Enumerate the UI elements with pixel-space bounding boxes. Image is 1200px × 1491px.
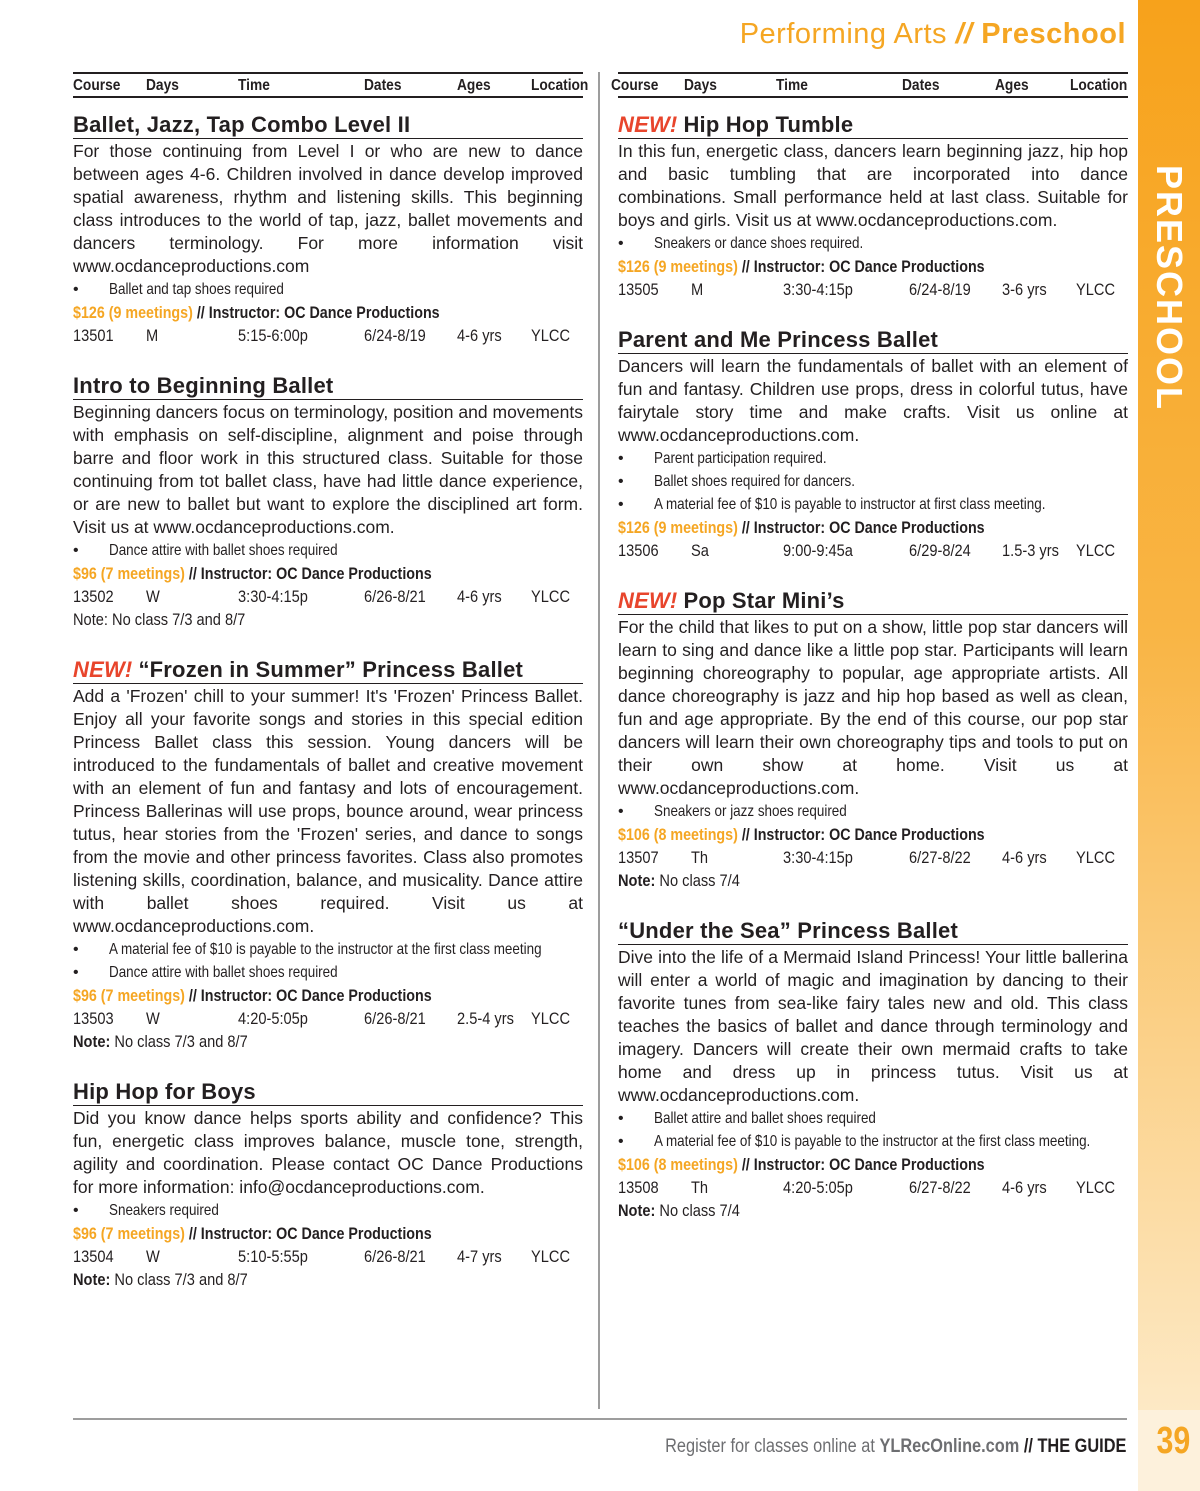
- requirement-item: [73, 278, 583, 301]
- col-ages: Ages: [995, 77, 1029, 94]
- price-line: [73, 301, 583, 324]
- schedule-row: [618, 846, 1128, 869]
- cell-dates: 6/24-8/19: [909, 280, 971, 299]
- course-note: [73, 1030, 583, 1053]
- instructor: // Instructor: OC Dance Productions: [737, 257, 985, 276]
- bullet-icon: •: [618, 1110, 624, 1127]
- cell-dates: 6/26-8/21: [364, 1247, 426, 1266]
- course-title-text: Parent and Me Princess Ballet: [618, 327, 939, 352]
- note-inner: [618, 869, 740, 892]
- course-description: Dancers will learn the fundamentals of ballet with an element of fun and fantasy. Children use props, dress in colorful tutus, have fairytale story time and make crafts. Visit us online at www.ocdanceproductions.com.: [618, 356, 1128, 445]
- note-inner: [73, 1268, 248, 1291]
- instructor: // Instructor: OC Dance Productions: [184, 986, 432, 1005]
- cell-ages: 4-6 yrs: [457, 587, 502, 606]
- note-label: Note:: [618, 871, 656, 890]
- course-title: [73, 373, 583, 400]
- requirement-text: Sneakers or jazz shoes required: [654, 803, 847, 820]
- cell-dates: 6/24-8/19: [364, 326, 426, 345]
- price-line: [618, 255, 1128, 278]
- course-title-text: “Frozen in Summer” Princess Ballet: [138, 657, 524, 682]
- price-line: [73, 1222, 583, 1245]
- course-title: [618, 112, 1128, 139]
- note-inner: [73, 608, 245, 631]
- instructor: // Instructor: OC Dance Productions: [184, 564, 432, 583]
- cell-ages: 4-6 yrs: [1002, 1178, 1047, 1197]
- col-time: Time: [776, 77, 808, 94]
- cell-days: M: [146, 326, 159, 345]
- instructor: // Instructor: OC Dance Productions: [192, 303, 440, 322]
- course-block: [73, 657, 583, 1053]
- course-block: [618, 327, 1128, 562]
- right-column: [611, 72, 1128, 1222]
- new-badge: NEW!: [73, 657, 133, 682]
- course-title-text: Ballet, Jazz, Tap Combo Level II: [73, 112, 411, 137]
- cell-dates: 6/27-8/22: [909, 848, 971, 867]
- price-instructor: [618, 516, 985, 539]
- instructor: // Instructor: OC Dance Productions: [737, 518, 985, 537]
- cell-location: YLCC: [531, 587, 571, 606]
- bullet-icon: •: [618, 496, 624, 513]
- price-line: [618, 1153, 1128, 1176]
- price-instructor: [73, 1222, 432, 1245]
- requirement-item: [73, 938, 583, 961]
- note-text: Note: No class 7/3 and 8/7: [73, 610, 246, 629]
- price: $96 (7 meetings): [73, 986, 185, 1005]
- price-line: [618, 516, 1128, 539]
- requirements-list: [618, 1107, 1128, 1153]
- new-badge: NEW!: [618, 112, 678, 137]
- course-block: [73, 1079, 583, 1291]
- requirement-item: [618, 800, 1128, 823]
- price-instructor: [618, 823, 985, 846]
- column-header: [73, 72, 589, 98]
- schedule-row: [618, 1176, 1128, 1199]
- cell-time: 3:30-4:15p: [783, 848, 853, 867]
- note-text: No class 7/3 and 8/7: [110, 1032, 248, 1051]
- note-text: No class 7/4: [655, 871, 740, 890]
- cell-location: YLCC: [1076, 848, 1116, 867]
- instructor: // Instructor: OC Dance Productions: [184, 1224, 432, 1243]
- course-description: For the child that likes to put on a show, little pop star dancers will learn to sing and dance like a little pop star. Participants will learn beginning choreography to popular, age appropriate artists. All dance choreography is jazz and hip hop based as well as clean, fun and age appropriate. By the end of this course, our pop star dancers will learn their own choreography tips and tools to put on their own show at home. Visit us at www.ocdanceproductions.com.: [618, 617, 1128, 798]
- course-title-text: Intro to Beginning Ballet: [73, 373, 334, 398]
- course-description: In this fun, energetic class, dancers learn beginning jazz, hip hop and basic tumbling that are incorporated into dance combinations. Small performance held at last class. Suitable for boys and girls. Visit us at www.ocdanceproductions.com.: [618, 141, 1128, 230]
- requirement-item: [618, 1130, 1128, 1153]
- col-time: Time: [238, 77, 270, 94]
- requirement-text: Ballet attire and ballet shoes required: [654, 1110, 876, 1127]
- footer-site-link[interactable]: YLRecOnline.com: [879, 1436, 1019, 1457]
- cell-course: 13501: [73, 326, 114, 345]
- course-block: [618, 588, 1128, 892]
- price: $126 (9 meetings): [618, 518, 738, 537]
- course-title: [73, 657, 583, 684]
- bullet-icon: •: [73, 964, 79, 981]
- price: $106 (8 meetings): [618, 825, 738, 844]
- col-ages: Ages: [457, 77, 491, 94]
- requirement-text: Sneakers or dance shoes required.: [654, 235, 864, 252]
- course-note: [73, 608, 583, 631]
- cell-dates: 6/27-8/22: [909, 1178, 971, 1197]
- schedule-row: [73, 324, 583, 347]
- schedule-row: [618, 539, 1128, 562]
- cell-time: 5:15-6:00p: [238, 326, 308, 345]
- price-line: [618, 823, 1128, 846]
- course-note: [73, 1268, 583, 1291]
- cell-dates: 6/26-8/21: [364, 1009, 426, 1028]
- note-inner: [618, 1199, 740, 1222]
- cell-ages: 3-6 yrs: [1002, 280, 1047, 299]
- course-description: Dive into the life of a Mermaid Island Princess! Your little ballerina will enter a world of magic and imagination by dancing to their favorite tunes from sea-like fairy tales new and old. This class teaches the basics of ballet and dance through terminology and imagery. Dancers will create their own mermaid crafts to take home and dress up in princess tutus. Visit us at www.ocdanceproductions.com.: [618, 947, 1128, 1105]
- price-instructor: [73, 984, 432, 1007]
- col-days: Days: [684, 77, 717, 94]
- left-column: [73, 72, 589, 1291]
- course-title-text: Hip Hop for Boys: [73, 1079, 256, 1104]
- cell-ages: 4-6 yrs: [457, 326, 502, 345]
- price-instructor: [73, 301, 440, 324]
- header-separator: //: [955, 18, 973, 50]
- side-tab: [1138, 0, 1200, 1410]
- course-title-text: Pop Star Mini’s: [683, 588, 845, 613]
- cell-location: YLCC: [531, 1247, 571, 1266]
- col-dates: Dates: [364, 77, 402, 94]
- price: $126 (9 meetings): [618, 257, 738, 276]
- new-badge: NEW!: [618, 588, 678, 613]
- requirements-list: [618, 447, 1128, 516]
- cell-time: 4:20-5:05p: [783, 1178, 853, 1197]
- course-description: For those continuing from Level I or who are new to dance between ages 4-6. Children involved in dance develop improved spatial awareness, rhythm and listening skills. This beginning class introduces to the world of tap, jazz, ballet movements and dancers terminology. For more information visit www.ocdanceproductions.com: [73, 141, 583, 276]
- cell-time: 9:00-9:45a: [783, 541, 853, 560]
- bullet-icon: •: [73, 941, 79, 958]
- requirement-item: [73, 1199, 583, 1222]
- cell-days: Th: [691, 1178, 709, 1197]
- cell-time: 3:30-4:15p: [238, 587, 308, 606]
- cell-days: Th: [691, 848, 709, 867]
- course-note: [618, 1199, 1128, 1222]
- course-description: Beginning dancers focus on terminology, position and movements with emphasis on self-discipline, alignment and poise through barre and floor work in this structured class. Suitable for those continuing from tot ballet class, have had little dance experience, or are new to ballet but want to explore the disciplined art form. Visit us at www.ocdanceproductions.com.: [73, 402, 583, 537]
- schedule-row: [618, 278, 1128, 301]
- cell-location: YLCC: [531, 326, 571, 345]
- price-instructor: [618, 1153, 985, 1176]
- cell-time: 4:20-5:05p: [238, 1009, 308, 1028]
- cell-location: YLCC: [1076, 541, 1116, 560]
- course-note: [618, 869, 1128, 892]
- cell-dates: 6/26-8/21: [364, 587, 426, 606]
- cell-course: 13505: [618, 280, 659, 299]
- bullet-icon: •: [73, 281, 79, 298]
- column-header: [611, 72, 1128, 98]
- col-days: Days: [146, 77, 179, 94]
- cell-dates: 6/29-8/24: [909, 541, 971, 560]
- requirement-text: Dance attire with ballet shoes required: [109, 542, 338, 559]
- col-course: Course: [611, 77, 659, 94]
- page-header: [740, 18, 1126, 51]
- course-title-text: “Under the Sea” Princess Ballet: [618, 918, 958, 943]
- price-instructor: [73, 562, 432, 585]
- requirements-list: [73, 938, 583, 984]
- subsection-title: Preschool: [981, 18, 1126, 50]
- price: $96 (7 meetings): [73, 1224, 185, 1243]
- footer-rule: [73, 1418, 1127, 1420]
- course-title: [618, 588, 1128, 615]
- instructor: // Instructor: OC Dance Productions: [737, 1155, 985, 1174]
- price-line: [73, 984, 583, 1007]
- requirement-item: [618, 232, 1128, 255]
- bullet-icon: •: [73, 542, 79, 559]
- cell-days: W: [146, 587, 160, 606]
- course-title: [73, 112, 583, 139]
- cell-course: 13504: [73, 1247, 114, 1266]
- course-title: [618, 918, 1128, 945]
- col-dates: Dates: [902, 77, 940, 94]
- requirements-list: [73, 1199, 583, 1222]
- requirement-text: Parent participation required.: [654, 450, 827, 467]
- cell-ages: 2.5-4 yrs: [457, 1009, 514, 1028]
- requirement-text: A material fee of $10 is payable to the instructor at the first class meeting: [109, 941, 542, 958]
- course-title: [73, 1079, 583, 1106]
- requirement-item: [73, 539, 583, 562]
- bullet-icon: •: [618, 450, 624, 467]
- bullet-icon: •: [73, 1202, 79, 1219]
- page-number: 39: [1156, 1420, 1190, 1462]
- note-label: Note:: [73, 1032, 111, 1051]
- price: $106 (8 meetings): [618, 1155, 738, 1174]
- footer-prefix: Register for classes online at: [664, 1436, 880, 1457]
- price-instructor: [618, 255, 985, 278]
- cell-ages: 1.5-3 yrs: [1002, 541, 1059, 560]
- requirement-text: Sneakers required: [109, 1202, 219, 1219]
- requirement-text: Dance attire with ballet shoes required: [109, 964, 338, 981]
- note-label: Note:: [73, 1270, 111, 1289]
- course-block: [73, 373, 583, 631]
- footer-guide-label: // THE GUIDE: [1018, 1436, 1126, 1457]
- cell-days: M: [691, 280, 704, 299]
- cell-ages: 4-7 yrs: [457, 1247, 502, 1266]
- requirement-text: A material fee of $10 is payable to instructor at first class meeting.: [654, 496, 1046, 513]
- requirement-item: [618, 447, 1128, 470]
- col-location: Location: [531, 77, 589, 94]
- requirements-list: [73, 278, 583, 301]
- side-tab-label: PRESCHOOL: [1149, 165, 1190, 412]
- cell-days: Sa: [691, 541, 709, 560]
- requirement-item: [618, 470, 1128, 493]
- col-location: Location: [1070, 77, 1128, 94]
- bullet-icon: •: [618, 473, 624, 490]
- note-text: No class 7/4: [655, 1201, 740, 1220]
- schedule-row: [73, 1245, 583, 1268]
- bullet-icon: •: [618, 803, 624, 820]
- requirement-text: Ballet and tap shoes required: [109, 281, 284, 298]
- course-description: Add a 'Frozen' chill to your summer! It's 'Frozen' Princess Ballet. Enjoy all your favorite songs and stories in this special edition Princess Ballet class this session. Young dancers will be introduced to the fundamentals of ballet and creative movement with an element of fun and fantasy and lots of encouragement. Princess Ballerinas will use props, bounce around, wear princess tutus, hear stories from the 'Frozen' series, and dance to songs from the movie and other princess favorites. Class also promotes listening skills, coordination, balance, and musicality. Dance attire with ballet shoes required. Visit us at www.ocdanceproductions.com.: [73, 686, 583, 936]
- note-label: Note:: [618, 1201, 656, 1220]
- cell-location: YLCC: [1076, 1178, 1116, 1197]
- course-description: Did you know dance helps sports ability and confidence? This fun, energetic class improves balance, muscle tone, strength, agility and coordination. Please contact OC Dance Productions for more information: info@ocdanceproductions.com.: [73, 1108, 583, 1197]
- cell-course: 13503: [73, 1009, 114, 1028]
- requirement-text: Ballet shoes required for dancers.: [654, 473, 855, 490]
- requirements-list: [618, 232, 1128, 255]
- note-text: No class 7/3 and 8/7: [110, 1270, 248, 1289]
- cell-ages: 4-6 yrs: [1002, 848, 1047, 867]
- course-block: [618, 112, 1128, 301]
- bullet-icon: •: [618, 235, 624, 252]
- cell-course: 13506: [618, 541, 659, 560]
- course-block: [73, 112, 583, 347]
- schedule-row: [73, 585, 583, 608]
- cell-time: 3:30-4:15p: [783, 280, 853, 299]
- col-course: Course: [73, 77, 121, 94]
- cell-days: W: [146, 1247, 160, 1266]
- section-title: Performing Arts: [739, 18, 948, 50]
- cell-course: 13508: [618, 1178, 659, 1197]
- requirement-text: A material fee of $10 is payable to the instructor at the first class meeting.: [654, 1133, 1091, 1150]
- price: $96 (7 meetings): [73, 564, 185, 583]
- requirement-item: [73, 961, 583, 984]
- requirements-list: [73, 539, 583, 562]
- cell-location: YLCC: [531, 1009, 571, 1028]
- price: $126 (9 meetings): [73, 303, 193, 322]
- cell-course: 13507: [618, 848, 659, 867]
- course-title-text: Hip Hop Tumble: [683, 112, 854, 137]
- cell-course: 13502: [73, 587, 114, 606]
- requirement-item: [618, 493, 1128, 516]
- price-line: [73, 562, 583, 585]
- footer: [665, 1436, 1126, 1458]
- instructor: // Instructor: OC Dance Productions: [737, 825, 985, 844]
- bullet-icon: •: [618, 1133, 624, 1150]
- course-title: [618, 327, 1128, 354]
- cell-location: YLCC: [1076, 280, 1116, 299]
- cell-days: W: [146, 1009, 160, 1028]
- note-inner: [73, 1030, 248, 1053]
- requirement-item: [618, 1107, 1128, 1130]
- requirements-list: [618, 800, 1128, 823]
- course-block: [618, 918, 1128, 1222]
- cell-time: 5:10-5:55p: [238, 1247, 308, 1266]
- schedule-row: [73, 1007, 583, 1030]
- column-divider: [598, 72, 600, 1409]
